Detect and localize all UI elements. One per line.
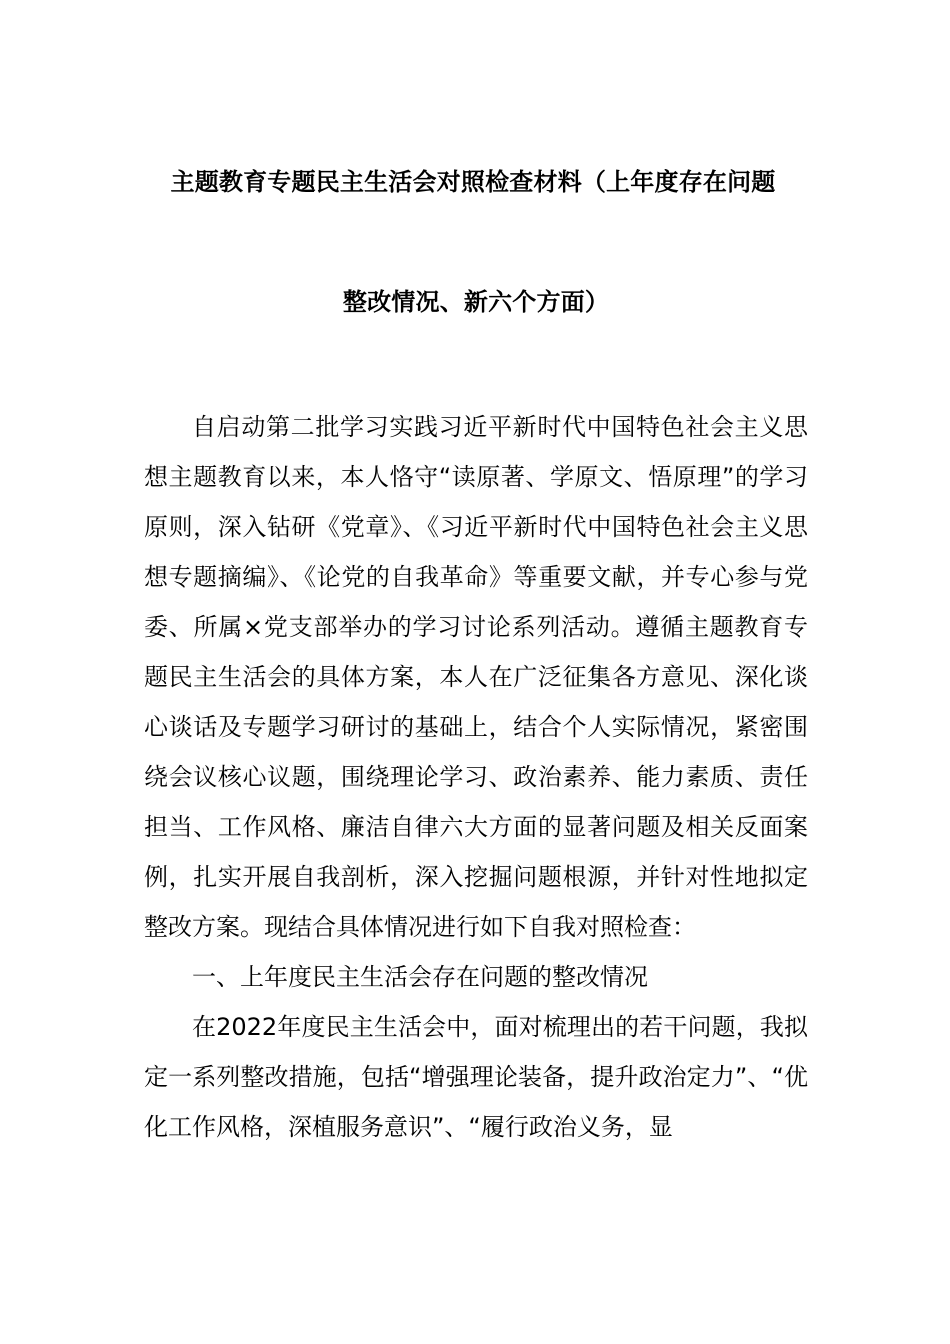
intro-paragraph: 自启动第二批学习实践习近平新时代中国特色社会主义思想主题教育以来，本人恪守“读原著、学原文、悟原理”的学习原则，深入钻研《党章》、《习近平新时代中国特色社会主义思想专题摘编》、《论党的自我革命》等重要文献，并专心参与党委、所属×党支部举办的学习讨论系列活动。遵循主题教育专题民主生活会的具体方案，本人在广泛征集各方意见、深化谈心谈话及专题学习研讨的基础上，结合个人实际情况，紧密围绕会议核心议题，围绕理论学习、政治素养、能力素质、责任担当、工作风格、廉洁自律六大方面的显著问题及相关反面案例，扎实开展自我剖析，深入挖掘问题根源，并针对性地拟定整改方案。现结合具体情况进行如下自我对照检查： xyxy=(144,413,808,941)
document-title-line-2: 整改情况、新六个方面） xyxy=(342,288,610,316)
section-heading-1: 一、上年度民主生活会存在问题的整改情况 xyxy=(192,963,648,991)
section-1-paragraph: 在2022年度民主生活会中，面对梳理出的若干问题，我拟定一系列整改措施，包括“增强理论装备，提升政治定力”、“优化工作风格，深植服务意识”、“履行政治义务，显 xyxy=(144,1013,808,1141)
document-body xyxy=(144,402,808,1152)
document-title-line-1: 主题教育专题民主生活会对照检查材料（上年度存在问题 xyxy=(170,168,776,196)
